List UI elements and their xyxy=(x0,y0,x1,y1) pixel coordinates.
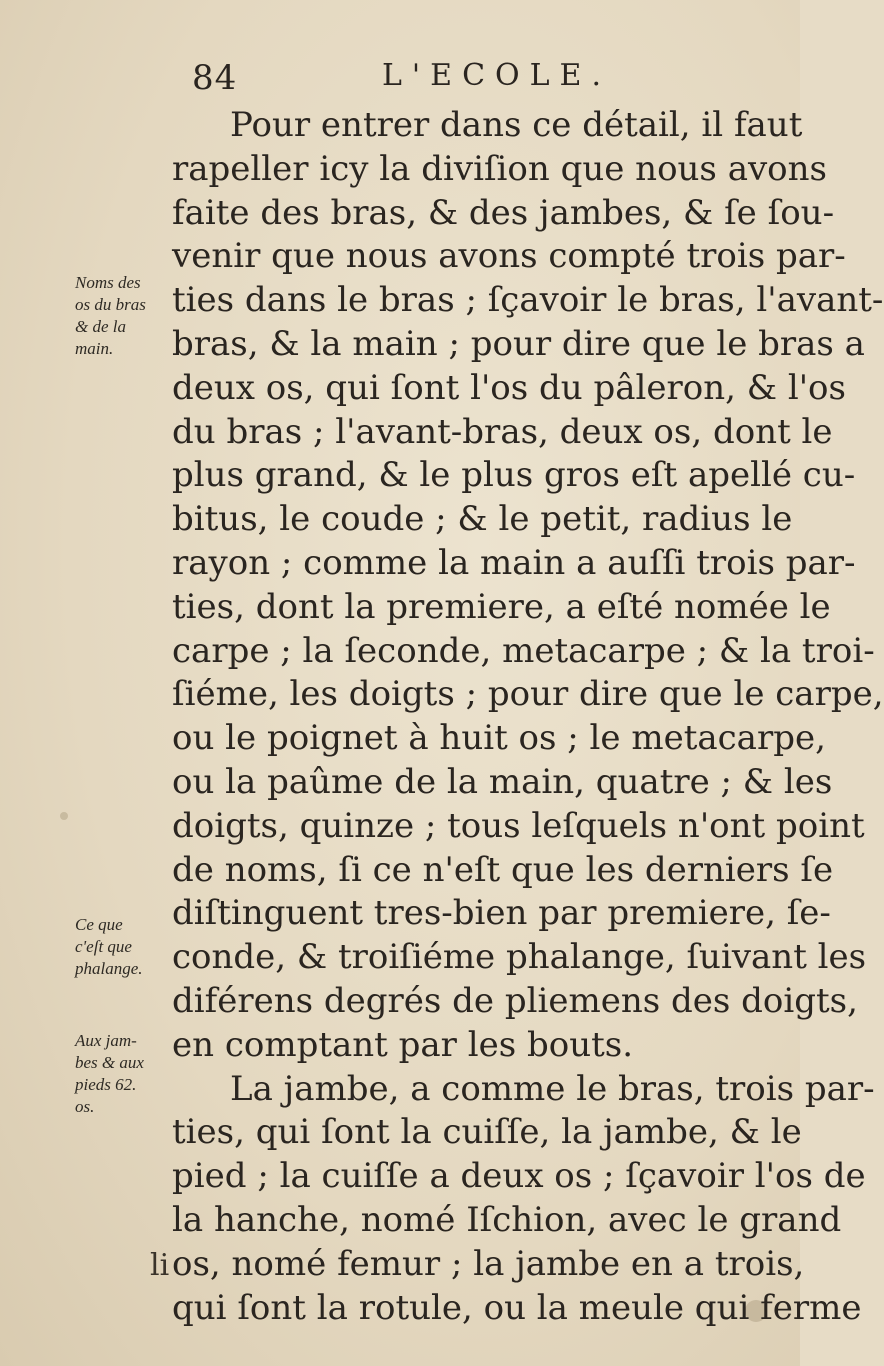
margin-note-phalange: Ce que c'eſt que phalange. xyxy=(75,915,143,978)
text-line: deux os, qui ſont l'os du pâleron, & l'os xyxy=(172,367,846,408)
running-header xyxy=(192,58,772,104)
body-text xyxy=(172,104,884,1330)
text-line: carpe ; la ſeconde, metacarpe ; & la troi- xyxy=(172,630,875,671)
text-line: diférens degrés de pliemens des doigts, xyxy=(172,980,858,1021)
text-line: Pour entrer dans ce détail, il faut xyxy=(230,105,803,145)
text-line: bras, & la main ; pour dire que le bras a xyxy=(172,323,865,364)
text-line: doigts, quinze ; tous leſquels n'ont point xyxy=(172,805,865,846)
text-line: rapeller icy la diviſion que nous avons xyxy=(172,148,827,189)
text-line: La jambe, a comme le bras, trois par- xyxy=(230,1068,875,1109)
text-line: du bras ; l'avant-bras, deux os, dont le xyxy=(172,411,833,452)
text-line: bitus, le coude ; & le petit, radius le xyxy=(172,499,793,540)
text-line: ties dans le bras ; ſçavoir le bras, l'avant- xyxy=(172,280,884,321)
text-line: ou la paûme de la main, quatre ; & les xyxy=(172,761,833,802)
margin-note-noms: Noms des os du bras & de la main. xyxy=(75,273,146,358)
text-line: venir que nous avons compté trois par- xyxy=(172,236,846,277)
text-line: la hanche, nomé Iſchion, avec le grand xyxy=(172,1199,842,1240)
running-title: L'ECOLE. xyxy=(382,58,611,93)
handwritten-mark: li xyxy=(150,1248,170,1283)
text-line: qui ſont la rotule, ou la meule qui ferme xyxy=(172,1287,862,1328)
text-line: de noms, ſi ce n'eſt que les derniers ſe xyxy=(172,849,834,890)
text-line: conde, & troiſiéme phalange, ſuivant les xyxy=(172,937,867,978)
text-line: os, nomé femur ; la jambe en a trois, xyxy=(172,1243,805,1284)
text-line: ties, qui ſont la cuiſſe, la jambe, & le xyxy=(172,1112,802,1153)
page-number: 84 xyxy=(192,58,238,98)
text-line: plus grand, & le plus gros eſt apellé cu- xyxy=(172,455,856,496)
text-line: pied ; la cuiſſe a deux os ; ſçavoir l'os de xyxy=(172,1156,866,1197)
text-line: en comptant par les bouts. xyxy=(172,1024,634,1065)
text-line: ties, dont la premiere, a eſté nomée le xyxy=(172,586,831,627)
text-line: ſiéme, les doigts ; pour dire que le carpe, xyxy=(172,674,884,715)
margin-note-jambes: Aux jam- bes & aux pieds 62. os. xyxy=(75,1031,144,1116)
text-line: rayon ; comme la main a auſſi trois par- xyxy=(172,542,856,583)
text-line: diſtinguent tres-bien par premiere, ſe- xyxy=(172,893,831,934)
text-line: faite des bras, & des jambes, & ſe ſou- xyxy=(172,192,835,233)
text-line: ou le poignet à huit os ; le metacarpe, xyxy=(172,718,826,759)
page-stain xyxy=(60,812,68,820)
